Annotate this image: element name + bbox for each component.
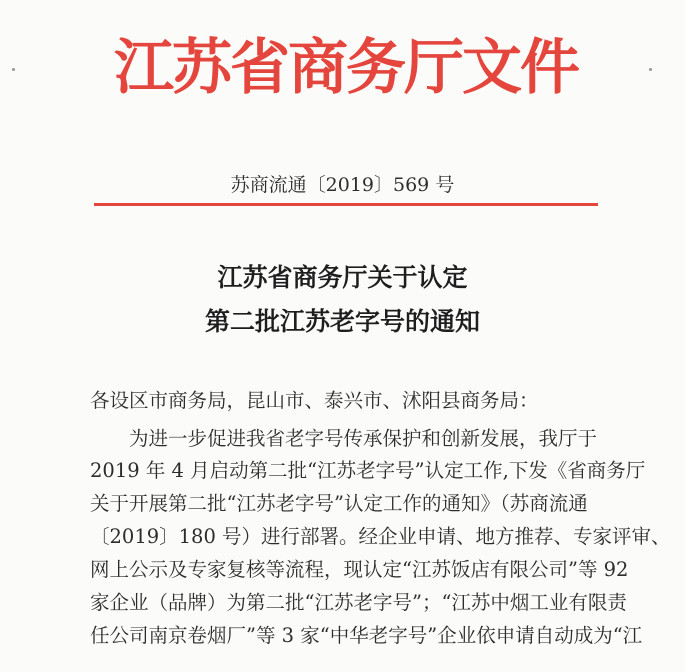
body-line-6: 家企业（品牌）为第二批“江苏老字号”；“江苏中烟工业有限责: [90, 591, 627, 614]
masthead-title: 江苏省商务厅文件: [114, 33, 578, 103]
body-line-4: 〔2019〕180 号）进行部署。经企业申请、地方推荐、专家评审、: [90, 525, 671, 548]
body-line-5: 网上公示及专家复核等流程，现认定“江苏饭店有限公司”等 92: [90, 558, 629, 581]
notice-title-line-1: 江苏省商务厅关于认定: [217, 263, 468, 292]
document-number: 苏商流通〔2019〕569 号: [230, 174, 455, 196]
red-separator-line: [94, 203, 598, 206]
salutation-line: 各设区市商务局，昆山市、泰兴市、沭阳县商务局：: [90, 389, 539, 412]
body-line-2: 2019 年 4 月启动第二批“江苏老字号”认定工作,下发《省商务厅: [90, 459, 646, 482]
scan-speck: [12, 68, 15, 71]
notice-title-line-2: 第二批江苏老字号的通知: [204, 307, 480, 336]
body-line-1: 为进一步促进我省老字号传承保护和创新发展，我厅于: [90, 427, 598, 450]
scan-speck: [649, 68, 652, 71]
body-line-3: 关于开展第二批“江苏老字号”认定工作的通知》（苏商流通: [90, 492, 588, 515]
body-line-7: 任公司南京卷烟厂”等 3 家“中华老字号”企业依申请自动成为“江: [90, 624, 643, 647]
